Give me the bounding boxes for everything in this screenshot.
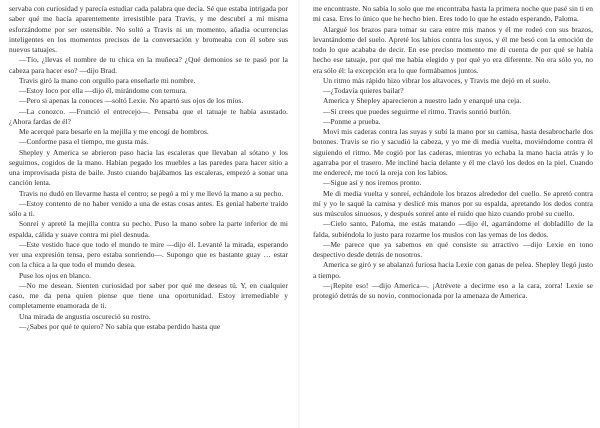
paragraph: —Si crees que puedes seguirme el ritmo. Travis sonrió burlón. [323, 106, 511, 116]
paragraph: Me acerqué para besarle en la mejilla y me encogí de hombros. [19, 127, 209, 136]
paragraph: —Conforme pasa el tiempo, me gusta más. [19, 137, 149, 147]
paragraph: Me di media vuelta y sonreí, echándole los brazos alrededor del cuello. Se apretó contra mí y yo le saqué la camisa y deslicé mis manos por su espalda, apretando los dedos contra sus músculos sinuosos, y después sonreí ante el ruido que hizo cuando probé su cuello. [313, 188, 593, 218]
paragraph: —¿Sabes por qué te quiero? No sabía que estaba perdido hasta que [19, 321, 221, 331]
paragraph: Moví mis caderas contra las suyas y subí la mano por su camisa, hasta desabrocharle dos botones. Travis se rio y sacudió la cabeza, y yo me di media vuelta, moviéndome contra él siguiendo el ritmo. Me cogió por las caderas, mientras yo echaba la mano hacia atrás y lo agarraba por el trasero. Me incliné hacia delante y él me clavó los dedos en la piel. Cuando me enderecé, me tocó la oreja con los labios. [313, 127, 593, 177]
page-gutter [298, 0, 300, 428]
paragraph: —¡Repite eso! —dijo America—. ¡Atrévete a decirme eso a la cara, zorra! Lexie se protegió detrás de su novio, conmocionada por la amenaza de America. [313, 280, 593, 300]
left-page [9, 4, 288, 332]
paragraph: —Pero si apenas la conoces —soltó Lexie. No apartó sus ojos de los míos. [19, 96, 244, 106]
paragraph: Shepley y America se abrieron paso hacia las escaleras que llevaban al sótano y los seguimos, cogidos de la mano. Habían pegado los muebles a las paredes para hacer sitio a una improvisada pista de baile. Justo cuando bajábamos las escaleras, empezó a sonar una canción lenta. [9, 147, 288, 188]
paragraph: Sonreí y apreté la mejilla contra su pecho. Puso la mano sobre la parte inferior de mi espalda, cálida y suave contra mi piel desnuda. [9, 219, 288, 239]
paragraph: Travis no dudó en llevarme hasta el centro; se pegó a mí y me llevó la mano a su pecho. [19, 188, 284, 198]
paragraph: —Me parece que ya sabemos en qué consiste su atractivo —dijo Lexie en tono despectivo desde detrás de nosotros. [313, 239, 593, 259]
paragraph: —No me desean. Sienten curiosidad por saber por qué me deseas tú. Y, en cualquier caso, me da pena quien piense que tiene una oportunidad. Estoy irremediable y completamente enamorada de ti. [9, 280, 288, 311]
paragraph: —Sigue así y nos iremos pronto. [323, 178, 422, 188]
paragraph: —Este vestido hace que todo el mundo te mire —dijo él. Levanté la mirada, esperando ver una expresión tensa, pero estaba sonriendo—. Supongo que es bastante guay … estar con la chica a la que todo el mundo desea. [9, 239, 288, 270]
paragraph: America se giró y se abalanzó furiosa hacia Lexie con ganas de pelea. Shepley llegó justo a tiempo. [313, 260, 593, 280]
paragraph: —Tío, ¿llevas el nombre de tu chica en la muñeca? ¿Qué demonios se te pasó por la cabeza para hacer eso? —dijo Brad. [9, 55, 288, 75]
paragraph: —Estoy loco por ella —dijo él, mirándome con ternura. [19, 86, 188, 95]
paragraph: me encontraste. No sabía lo solo que me encontraba hasta la primera noche que pasé sin ti en mi casa. Eres lo único que he hecho bien. Eres todo lo que he estado esperando, Paloma. [313, 4, 593, 24]
paragraph: —Ponme a prueba. [323, 116, 381, 126]
paragraph: America y Shepley aparecieron a nuestro lado y enarqué una ceja. [323, 96, 522, 106]
paragraph: —La conozco. —Frunció el entrecejo—. Pensaba que el tatuaje te había asustado. ¿Ahora fardas de él? [9, 106, 288, 126]
paragraph: —Cielo santo, Paloma, me estás matando —dijo él, agarrándome el dobladillo de la falda, subiéndola lo justo para rozarme los muslos con las yemas de los dedos. [313, 219, 593, 239]
paragraph: Un ritmo más rápido hizo vibrar los altavoces, y Travis me dejó en el suelo. [323, 75, 551, 85]
paragraph: Una mirada de angustia oscureció su rostro. [19, 311, 151, 321]
paragraph: —Estoy contento de no haber venido a una de estas cosas antes. Es genial haberte traído sólo a ti. [9, 198, 288, 218]
paragraph: Puse los ojos en blanco. [19, 270, 92, 280]
paragraph: Alargué los brazos para tomar su cara entre mis manos y él me rodeó con sus brazos, levantándome del suelo. Apreté los labios contra los suyos, y él me besó con la emoción de todo lo que acababa de decir. En ese preciso momento me di cuenta de por qué se había hecho ese tatuaje, por qué me había elegido y por qué yo era diferente. No era sólo yo, no era sólo él: la excepción era lo que formábamos juntos. [313, 24, 593, 75]
paragraph: Travis giró la mano con orgullo para enseñarle mi nombre. [19, 75, 196, 85]
right-page [313, 4, 593, 301]
paragraph: servaba con curiosidad y parecía estudiar cada palabra que decía. Sé que estaba intrigada por saber qué me hacía aparentemente irresistible para Travis, y me descubrí a mí misma esforzándome por ser ostensible. No soltó a Travis ni un momento, añadía ocurrencias inteligentes en los momentos precisos de la conversación y bromeaba con él sobre sus nuevos tatuajes. [9, 4, 289, 54]
paragraph: —¿Todavía quieres bailar? [323, 86, 404, 95]
